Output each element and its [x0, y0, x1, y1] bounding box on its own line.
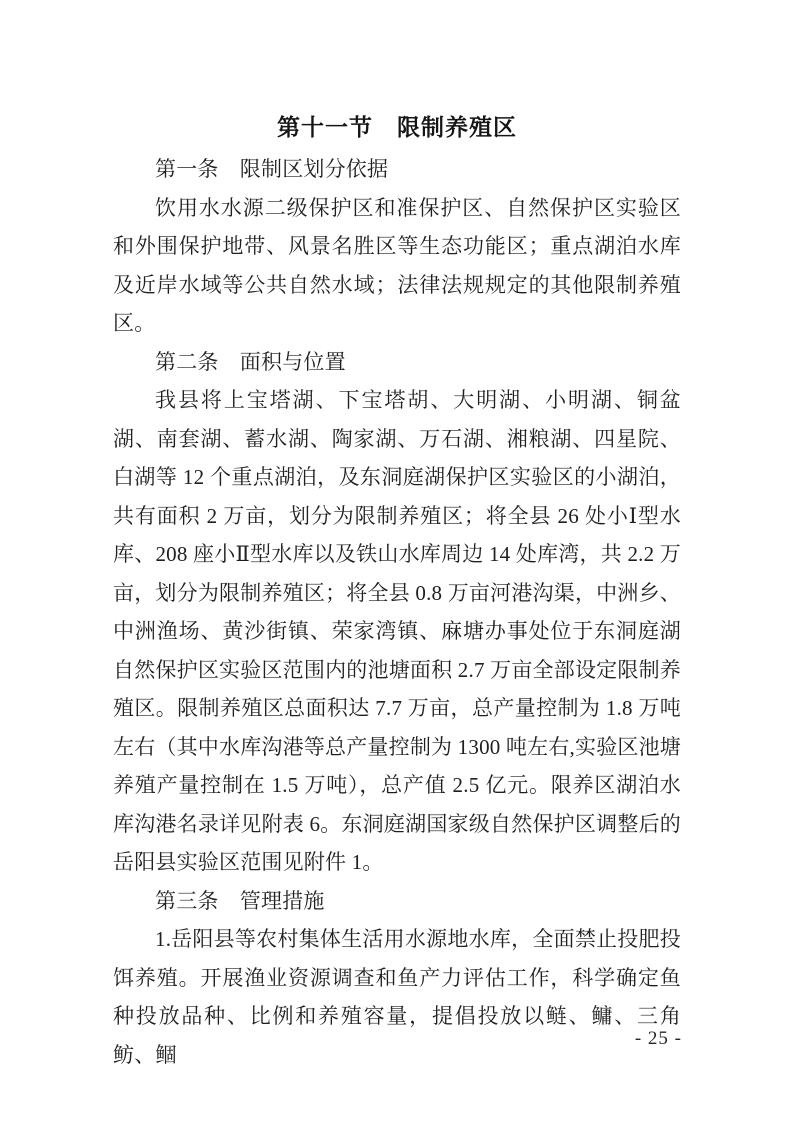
article-3-paragraph: 1.岳阳县等农村集体生活用水源地水库，全面禁止投肥投饵养殖。开展渔业资源调查和鱼产力评估工作，科学确定鱼种投放品种、比例和养殖容量，提倡投放以鲢、鳙、三角鲂、鲴: [113, 927, 681, 1067]
document-body: [113, 104, 681, 1074]
section-title: 第十一节 限制养殖区: [277, 114, 517, 140]
article-1-heading: 第一条 限制区划分依据: [155, 157, 389, 181]
article-2-heading: 第二条 面积与位置: [155, 349, 346, 374]
article-2-paragraph: 我县将上宝塔湖、下宝塔胡、大明湖、小明湖、铜盆湖、南套湖、蓄水湖、陶家湖、万石湖、湘粮湖、四星院、白湖等 12 个重点湖泊，及东洞庭湖保护区实验区的小湖泊，共有面积 2 万亩，划分为限制养殖区；将全县 26 处小Ⅰ型水库、208 座小Ⅱ型水库以及铁山水库周边 14 处库湾，共 2.2 万亩，划分为限制养殖区；将全县 0.8 万亩河港沟渠，中洲乡、中洲渔场、黄沙街镇、荣家湾镇、麻塘办事处位于东洞庭湖自然保护区实验区范围内的池塘面积 2.7 万亩全部设定限制养殖区。限制养殖区总面积达 7.7 万亩，总产量控制为 1.8 万吨左右（其中水库沟港等总产量控制为 1300 吨左右,实验区池塘养殖产量控制在 1.5 万吨），总产值 2.5 亿元。限养区湖泊水库沟港名录详见附表 6。东洞庭湖国家级自然保护区调整后的岳阳县实验区范围见附件 1。: [113, 388, 681, 874]
article-1-paragraph: 饮用水水源二级保护区和准保护区、自然保护区实验区和外围保护地带、风景名胜区等生态功能区；重点湖泊水库及近岸水域等公共自然水域；法律法规规定的其他限制养殖区。: [113, 195, 681, 335]
page-number: - 25 -: [634, 1028, 682, 1049]
article-3-heading: 第三条 管理措施: [155, 888, 325, 913]
